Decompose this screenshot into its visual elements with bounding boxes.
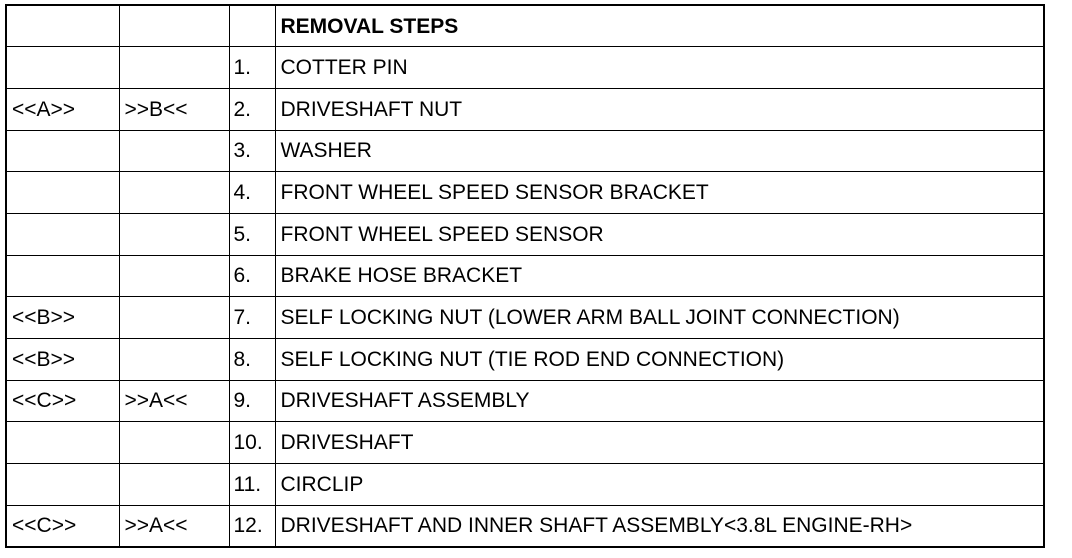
table-row	[7, 505, 1043, 546]
installation-ref-cell	[119, 297, 229, 339]
step-description-cell: SELF LOCKING NUT (TIE ROD END CONNECTION)	[275, 338, 1043, 380]
removal-ref-cell	[7, 172, 119, 214]
removal-ref-cell: <<C>>	[7, 505, 119, 546]
step-description-cell: DRIVESHAFT NUT	[275, 88, 1043, 130]
step-description-cell: SELF LOCKING NUT (LOWER ARM BALL JOINT CONNECTION)	[275, 297, 1043, 339]
step-number-cell: 7.	[229, 297, 275, 339]
header-cell-installation-ref	[119, 6, 229, 47]
step-description-cell: DRIVESHAFT ASSEMBLY	[275, 380, 1043, 422]
installation-ref-cell	[119, 463, 229, 505]
step-number-cell: 6.	[229, 255, 275, 297]
installation-ref-cell	[119, 130, 229, 172]
installation-ref-cell	[119, 172, 229, 214]
step-number-cell: 11.	[229, 463, 275, 505]
removal-ref-cell	[7, 213, 119, 255]
table-row	[7, 380, 1043, 422]
table-row	[7, 172, 1043, 214]
step-number-cell: 10.	[229, 422, 275, 464]
installation-ref-cell: >>A<<	[119, 380, 229, 422]
table-row	[7, 463, 1043, 505]
step-number-cell: 8.	[229, 338, 275, 380]
table-row	[7, 88, 1043, 130]
header-cell-removal-ref	[7, 6, 119, 47]
step-number-cell: 12.	[229, 505, 275, 546]
header-title: REMOVAL STEPS	[275, 6, 1043, 47]
removal-steps-table-frame	[5, 4, 1045, 548]
removal-ref-cell: <<C>>	[7, 380, 119, 422]
removal-ref-cell	[7, 422, 119, 464]
step-description-cell: BRAKE HOSE BRACKET	[275, 255, 1043, 297]
step-description-cell: CIRCLIP	[275, 463, 1043, 505]
step-number-cell: 1.	[229, 47, 275, 89]
removal-ref-cell	[7, 463, 119, 505]
step-description-cell: FRONT WHEEL SPEED SENSOR BRACKET	[275, 172, 1043, 214]
installation-ref-cell: >>A<<	[119, 505, 229, 546]
removal-steps-table	[7, 6, 1043, 546]
step-number-cell: 3.	[229, 130, 275, 172]
table-row	[7, 422, 1043, 464]
table-row	[7, 47, 1043, 89]
step-description-cell: WASHER	[275, 130, 1043, 172]
step-number-cell: 5.	[229, 213, 275, 255]
table-row	[7, 338, 1043, 380]
installation-ref-cell	[119, 213, 229, 255]
removal-ref-cell: <<A>>	[7, 88, 119, 130]
step-description-cell: DRIVESHAFT	[275, 422, 1043, 464]
installation-ref-cell	[119, 47, 229, 89]
installation-ref-cell	[119, 422, 229, 464]
installation-ref-cell	[119, 255, 229, 297]
step-description-cell: COTTER PIN	[275, 47, 1043, 89]
step-description-cell: FRONT WHEEL SPEED SENSOR	[275, 213, 1043, 255]
installation-ref-cell	[119, 338, 229, 380]
table-row	[7, 130, 1043, 172]
table-row	[7, 213, 1043, 255]
step-description-cell: DRIVESHAFT AND INNER SHAFT ASSEMBLY<3.8L ENGINE-RH>	[275, 505, 1043, 546]
removal-ref-cell	[7, 130, 119, 172]
table-row	[7, 297, 1043, 339]
header-cell-number	[229, 6, 275, 47]
step-number-cell: 9.	[229, 380, 275, 422]
installation-ref-cell: >>B<<	[119, 88, 229, 130]
removal-ref-cell	[7, 255, 119, 297]
removal-ref-cell: <<B>>	[7, 338, 119, 380]
step-number-cell: 4.	[229, 172, 275, 214]
table-header-row	[7, 6, 1043, 47]
step-number-cell: 2.	[229, 88, 275, 130]
removal-ref-cell	[7, 47, 119, 89]
table-row	[7, 255, 1043, 297]
removal-ref-cell: <<B>>	[7, 297, 119, 339]
